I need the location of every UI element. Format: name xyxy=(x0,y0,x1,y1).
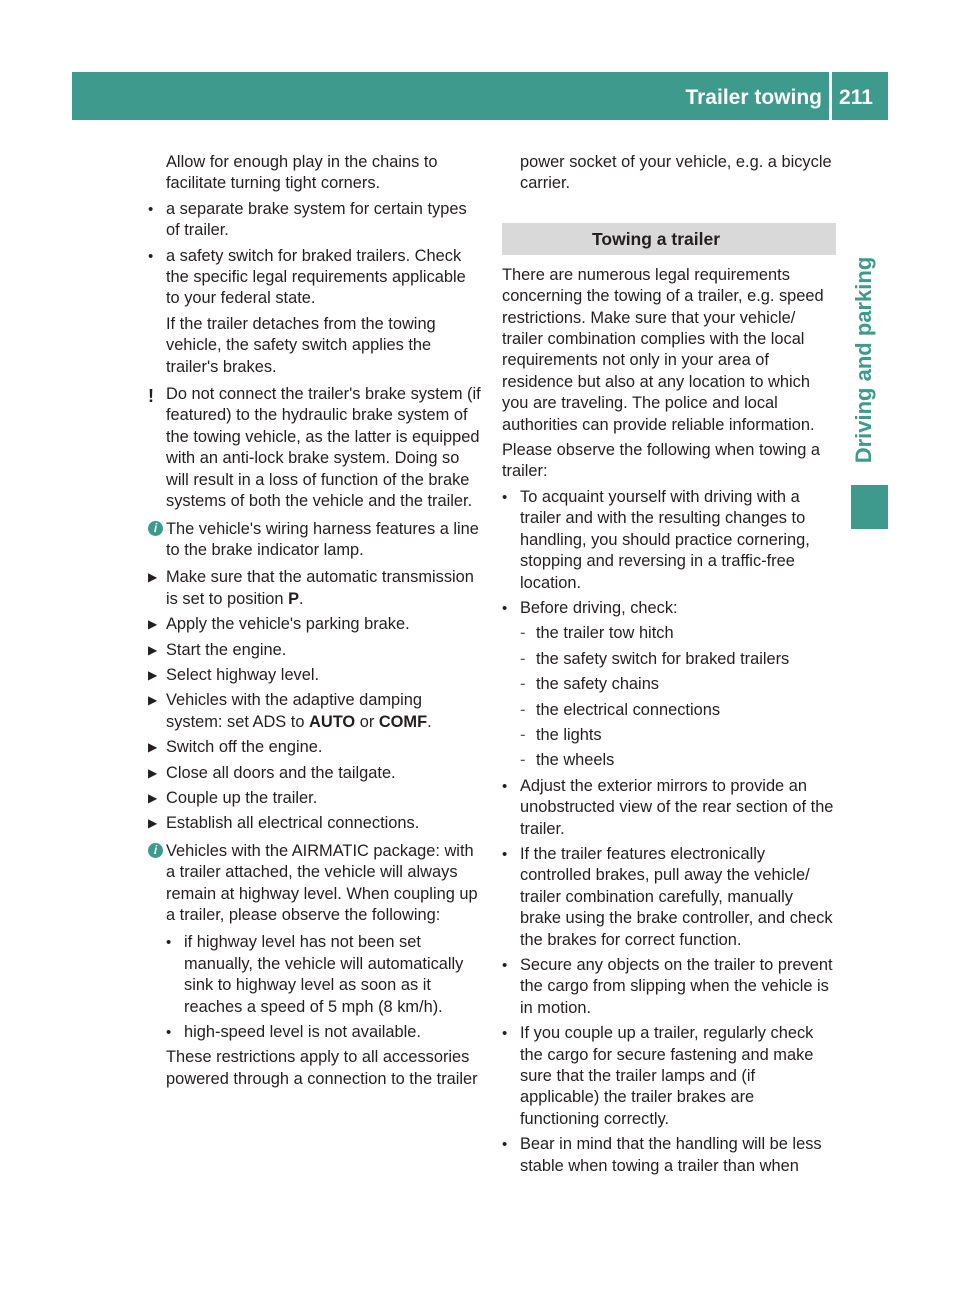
step-item: ▶ Switch off the engine. xyxy=(148,737,482,758)
continued-text: Allow for enough play in the chains to facilitate turning tight corners. xyxy=(166,153,438,193)
list-item: • Before driving, check: xyxy=(502,598,836,619)
step-arrow-icon: ▶ xyxy=(148,617,158,632)
info-note: i The vehicle's wiring harness features a line to the brake indicator lamp. xyxy=(148,519,482,562)
info-icon: i xyxy=(148,521,163,536)
header-separator xyxy=(829,72,832,120)
bullet-icon: • xyxy=(166,934,172,952)
step-item: ▶ Vehicles with the adaptive damping system: set ADS to AUTO or COMF. xyxy=(148,691,432,731)
list-item: • To acquaint yourself with driving with a trailer and with the resulting changes to handling, you should practice cornering, stopping and reversing in a traffic-free location. xyxy=(502,487,810,592)
step-arrow-icon: ▶ xyxy=(148,790,158,805)
step-arrow-icon: ▶ xyxy=(148,765,158,780)
left-column xyxy=(148,152,482,1090)
check-item: - the wheels xyxy=(502,750,836,771)
check-item: - the lights xyxy=(502,725,836,746)
bullet-icon: • xyxy=(502,1136,508,1154)
step-item: ▶ Start the engine. xyxy=(148,640,482,661)
step-item: ▶ Close all doors and the tailgate. xyxy=(148,763,482,784)
bullet-icon: • xyxy=(502,488,508,506)
list-item: • Adjust the exterior mirrors to provide an unobstructed view of the rear section of the trailer. xyxy=(502,776,834,838)
list-item: • a safety switch for braked trailers. Check the specific legal requirements applicable to your federal state. xyxy=(148,246,466,308)
info-note: i Vehicles with the AIRMATIC package: with a trailer attached, the vehicle will always remain at highway level. When coupling up a trailer, please observe the following: xyxy=(148,841,482,927)
dash-icon: - xyxy=(520,649,526,668)
bullet-followup: If the trailer detaches from the towing vehicle, the safety switch applies the trailer's brakes. xyxy=(166,314,436,376)
warning-note: ! Do not connect the trailer's brake system (if featured) to the hydraulic brake system of the towing vehicle, as the latter is equipped with an anti-lock brake system. Doing so will result in a loss of function of the brake systems of both the vehicle and the trailer. xyxy=(148,385,481,511)
bullet-icon: • xyxy=(502,1025,508,1043)
bullet-icon: • xyxy=(502,845,508,863)
right-column xyxy=(502,152,836,1181)
continued-text: power socket of your vehicle, e.g. a bicycle carrier. xyxy=(520,153,832,193)
list-item: • Bear in mind that the handling will be less stable when towing a trailer than when xyxy=(502,1135,822,1175)
list-item: • Secure any objects on the trailer to prevent the cargo from slipping when the vehicle is in motion. xyxy=(502,956,833,1017)
bullet-icon: • xyxy=(148,200,154,218)
info-note-footer: These restrictions apply to all accessories powered through a connection to the trailer xyxy=(166,1048,478,1088)
observe-paragraph: Please observe the following when towing a trailer: xyxy=(502,441,820,481)
step-arrow-icon: ▶ xyxy=(148,693,158,708)
list-item: • if highway level has not been set manually, the vehicle will automatically sink to highway level as soon as it reaches a speed of 5 mph (8 km/h). xyxy=(166,933,464,1016)
check-item: - the safety switch for braked trailers xyxy=(502,649,836,670)
check-item: - the electrical connections xyxy=(502,700,836,721)
warning-icon: ! xyxy=(148,386,154,407)
page-title: Trailer towing xyxy=(685,86,822,109)
step-arrow-icon: ▶ xyxy=(148,667,158,682)
step-item: ▶ Apply the vehicle's parking brake. xyxy=(148,614,482,635)
list-item: • If you couple up a trailer, regularly check the cargo for secure fastening and make sure that the trailer lamps and (if applicable) the trailer brakes are functioning correctly. xyxy=(502,1024,814,1128)
page-number: 211 xyxy=(839,86,873,109)
info-icon: i xyxy=(148,843,163,858)
check-item: - the safety chains xyxy=(502,674,836,695)
bullet-icon: • xyxy=(502,777,508,795)
side-tab-marker xyxy=(851,485,888,529)
check-item: - the trailer tow hitch xyxy=(502,623,836,644)
bullet-icon: • xyxy=(148,247,154,265)
dash-icon: - xyxy=(520,624,526,643)
list-item: • high-speed level is not available. xyxy=(148,1022,482,1043)
bullet-icon: • xyxy=(502,957,508,974)
list-item: • a separate brake system for certain types of trailer. xyxy=(148,199,467,240)
bullet-icon: • xyxy=(166,1024,172,1042)
step-arrow-icon: ▶ xyxy=(148,642,158,657)
step-item: ▶ Make sure that the automatic transmission is set to position P. xyxy=(148,568,474,608)
dash-icon: - xyxy=(520,751,526,770)
side-tab-label: Driving and parking xyxy=(851,256,876,464)
bullet-icon: • xyxy=(502,599,508,617)
step-arrow-icon: ▶ xyxy=(148,570,158,585)
step-item: ▶ Couple up the trailer. xyxy=(148,788,482,809)
section-heading: Towing a trailer xyxy=(502,223,836,255)
dash-icon: - xyxy=(520,700,526,719)
intro-paragraph: There are numerous legal requirements concerning the towing of a trailer, e.g. speed restrictions. Make sure that your vehicle/ trailer combination complies with the local requirements not only in your area of residence but also at any location to which you are traveling. The police and local authorities can provide reliable information. xyxy=(502,265,824,434)
dash-icon: - xyxy=(520,725,526,744)
step-item: ▶ Establish all electrical connections. xyxy=(148,813,482,834)
step-arrow-icon: ▶ xyxy=(148,816,158,831)
step-arrow-icon: ▶ xyxy=(148,740,158,755)
list-item: • If the trailer features electronically controlled brakes, pull away the vehicle/ trailer combination carefully, manually brake using the brake controller, and check the brakes for correct function. xyxy=(502,844,833,949)
dash-icon: - xyxy=(520,675,526,694)
step-item: ▶ Select highway level. xyxy=(148,665,482,686)
